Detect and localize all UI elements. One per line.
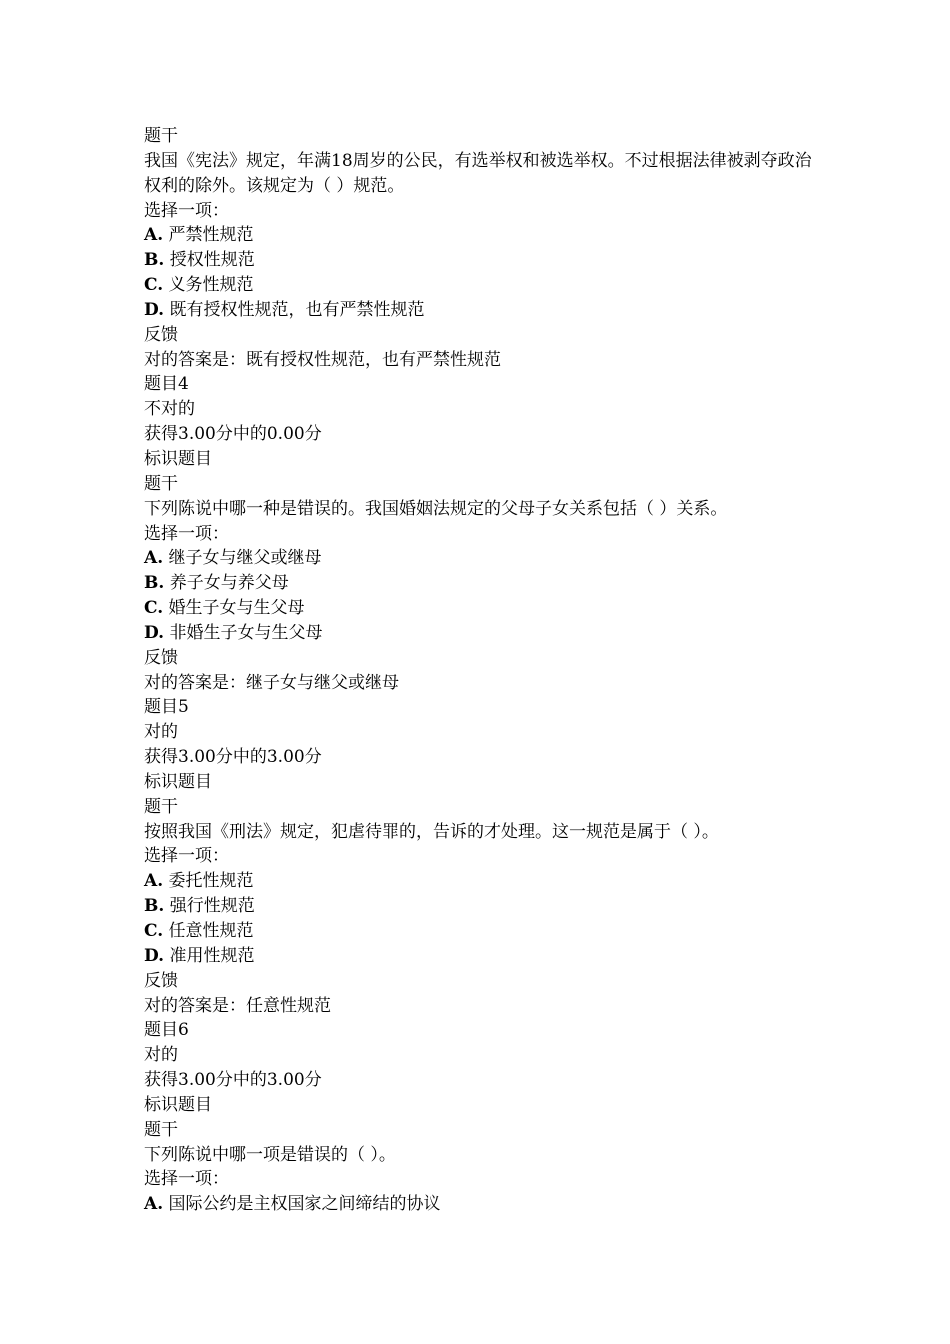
correct-answer: 对的答案是：继子女与继父或继母 — [144, 672, 399, 693]
question-text: 按照我国《刑法》规定，犯虐待罪的，告诉的才处理。这一规范是属于（ ）。 — [144, 821, 719, 842]
option-text: 非婚生子女与生父母 — [164, 622, 323, 643]
question-block — [144, 695, 824, 1018]
option-letter: D. — [144, 945, 165, 966]
option-c — [144, 273, 824, 298]
stem-label: 题干 — [144, 126, 178, 146]
option-letter: A. — [144, 871, 164, 892]
option-text: 婚生子女与生父母 — [163, 598, 305, 619]
option-text: 既有授权性规范，也有严禁性规范 — [164, 299, 425, 320]
question-status: 不对的 — [144, 399, 195, 420]
stem-label: 题干 — [144, 473, 178, 494]
option-text: 准用性规范 — [164, 945, 255, 966]
option-letter: B. — [144, 573, 165, 594]
choose-label: 选择一项： — [144, 846, 229, 867]
question-title: 题目5 — [144, 697, 189, 718]
choose-label: 选择一项： — [144, 523, 229, 544]
option-letter: C. — [144, 921, 164, 941]
option-text: 养子女与养父母 — [164, 573, 289, 594]
option-c[interactable] — [144, 596, 824, 621]
option-text: 授权性规范 — [164, 250, 255, 271]
option-letter: C. — [144, 275, 164, 296]
option-text: 国际公约是主权国家之间缔结的协议 — [163, 1194, 441, 1215]
option-a[interactable] — [144, 1192, 824, 1217]
option-a[interactable] — [144, 546, 824, 571]
option-b[interactable] — [144, 894, 824, 919]
option-d — [144, 298, 824, 323]
option-letter: D. — [144, 299, 165, 320]
option-text: 义务性规范 — [163, 275, 254, 296]
option-d[interactable] — [144, 944, 824, 969]
correct-answer: 对的答案是：既有授权性规范，也有严禁性规范 — [144, 349, 501, 370]
stem-label: 题干 — [144, 796, 178, 817]
question-block — [144, 372, 824, 695]
question-score: 获得3.00分中的0.00分 — [144, 424, 322, 445]
option-letter: A. — [144, 225, 164, 246]
option-letter: C. — [144, 598, 164, 619]
option-a — [144, 223, 824, 248]
flag-question-link[interactable]: 标识题目 — [144, 1094, 212, 1115]
option-letter: B. — [144, 250, 165, 271]
option-c[interactable] — [144, 919, 824, 944]
document-page — [144, 124, 824, 1217]
flag-question-link[interactable]: 标识题目 — [144, 771, 212, 792]
feedback-label: 反馈 — [144, 324, 178, 345]
option-d[interactable] — [144, 621, 824, 646]
flag-question-link[interactable]: 标识题目 — [144, 448, 212, 469]
option-letter: A. — [144, 1194, 164, 1215]
option-letter: B. — [144, 896, 165, 917]
question-score: 获得3.00分中的3.00分 — [144, 747, 322, 768]
question-score: 获得3.00分中的3.00分 — [144, 1070, 322, 1091]
option-text: 委托性规范 — [163, 871, 254, 892]
option-a[interactable] — [144, 869, 824, 894]
option-text: 继子女与继父或继母 — [163, 548, 322, 569]
question-text: 下列陈说中哪一项是错误的（ ）。 — [144, 1144, 396, 1165]
question-block — [144, 124, 824, 372]
option-letter: D. — [144, 622, 165, 643]
question-text: 下列陈说中哪一种是错误的。我国婚姻法规定的父母子女关系包括（ ）关系。 — [144, 498, 728, 519]
option-text: 严禁性规范 — [163, 225, 254, 246]
feedback-label: 反馈 — [144, 970, 178, 991]
option-text: 强行性规范 — [164, 896, 255, 917]
question-title: 题目4 — [144, 374, 189, 395]
stem-label: 题干 — [144, 1119, 178, 1140]
option-letter: A. — [144, 548, 164, 569]
choose-label: 选择一项： — [144, 200, 229, 221]
correct-answer: 对的答案是：任意性规范 — [144, 995, 331, 1016]
option-text: 任意性规范 — [163, 921, 254, 941]
option-b[interactable] — [144, 571, 824, 596]
option-b — [144, 248, 824, 273]
question-text: 我国《宪法》规定，年满18周岁的公民，有选举权和被选举权。不过根据法律被剥夺政治权利的除外。该规定为（ ）规范。 — [144, 150, 812, 196]
question-title: 题目6 — [144, 1020, 189, 1041]
choose-label: 选择一项： — [144, 1169, 229, 1190]
question-block — [144, 1018, 824, 1217]
question-status: 对的 — [144, 722, 178, 743]
question-status: 对的 — [144, 1045, 178, 1066]
feedback-label: 反馈 — [144, 647, 178, 668]
